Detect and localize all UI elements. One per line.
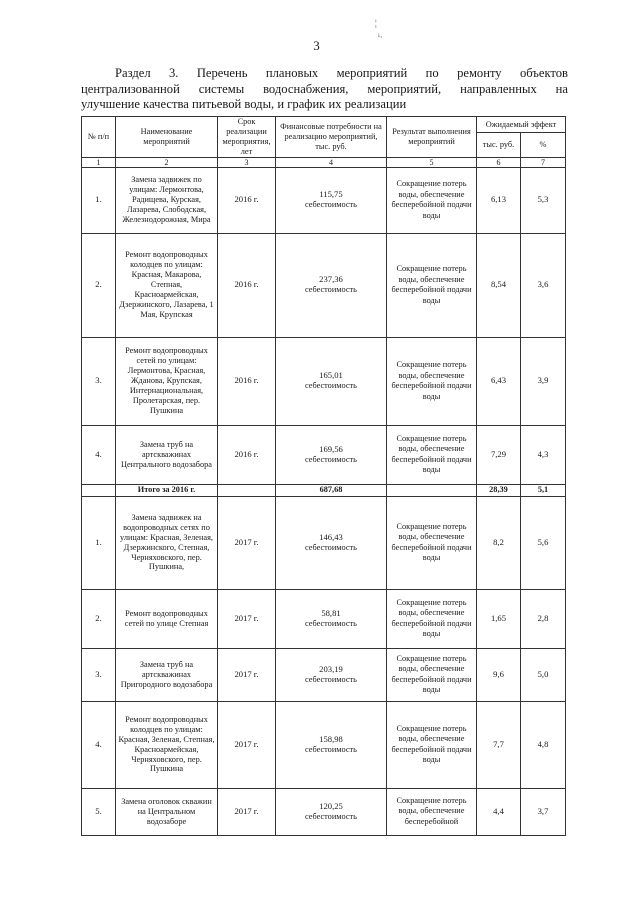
row-effect-rub: 6,43 [477, 337, 521, 425]
header-num: № п/п [82, 117, 116, 158]
row-cost-basis: себестоимость [305, 200, 357, 210]
row-term: 2016 г. [218, 233, 276, 337]
row-effect-pct: 4,3 [521, 425, 566, 484]
row-result: Сокращение потерь воды, обеспечение бесперебойной подачи воды [387, 648, 477, 701]
index-cell: 1 [82, 157, 116, 167]
row-cost-basis: себестоимость [305, 454, 357, 464]
row-effect-rub: 7,29 [477, 425, 521, 484]
row-amount: 120,25 [319, 800, 343, 811]
row-name: Ремонт водопроводных колодцев по улицам: Красная, Зеленая, Степная, Красноармейская, Черняховского, пер. Пушкина [116, 701, 218, 788]
row-finance [276, 425, 387, 484]
row-number: 5. [82, 788, 116, 835]
row-name: Замена задвижек по улицам: Лермонтова, Радищева, Курская, Лазарева, Слободская, Железнодорожная, Мира [116, 167, 218, 233]
row-result: Сокращение потерь воды, обеспечение бесперебойной подачи воды [387, 167, 477, 233]
row-amount: 169,56 [319, 443, 343, 454]
row-name: Замена труб на артскважинах Пригородного водозабора [116, 648, 218, 701]
row-number: 4. [82, 425, 116, 484]
row-name: Замена оголовок скважин на Центральном водозаборе [116, 788, 218, 835]
table-row [82, 496, 566, 589]
row-cost-basis: себестоимость [305, 811, 357, 821]
row-effect-rub: 7,7 [477, 701, 521, 788]
heading-line-2: централизованной системы водоснабжения, мероприятий, направленных на [81, 81, 568, 96]
total-row [82, 484, 566, 496]
row-result: Сокращение потерь воды, обеспечение бесперебойной подачи воды [387, 337, 477, 425]
total-empty [387, 484, 477, 496]
total-empty [218, 484, 276, 496]
row-effect-pct: 3,7 [521, 788, 566, 835]
row-number: 4. [82, 701, 116, 788]
total-label: Итого за 2016 г. [116, 484, 218, 496]
row-term: 2017 г. [218, 589, 276, 648]
table-row [82, 425, 566, 484]
row-effect-rub: 6,13 [477, 167, 521, 233]
index-cell: 2 [116, 157, 218, 167]
row-finance [276, 589, 387, 648]
table-row [82, 788, 566, 835]
header-term: Срок реализации мероприятия, лет [218, 117, 276, 158]
total-effect-rub: 28,39 [477, 484, 521, 496]
row-amount: 146,43 [319, 531, 343, 542]
section-heading [81, 66, 568, 113]
row-name: Замена труб на артскважинах Центрального водозабора [116, 425, 218, 484]
index-cell: 6 [477, 157, 521, 167]
table-row [82, 589, 566, 648]
row-finance [276, 648, 387, 701]
row-effect-pct: 5,0 [521, 648, 566, 701]
row-finance [276, 233, 387, 337]
row-term: 2016 г. [218, 337, 276, 425]
header-name: Наименование мероприятий [116, 117, 218, 158]
table-row [82, 233, 566, 337]
row-effect-pct: 4,8 [521, 701, 566, 788]
row-finance [276, 496, 387, 589]
row-result: Сокращение потерь воды, обеспечение бесперебойной подачи воды [387, 496, 477, 589]
measures-table [81, 116, 566, 836]
row-effect-pct: 3,9 [521, 337, 566, 425]
row-cost-basis: себестоимость [305, 285, 357, 295]
table-row [82, 337, 566, 425]
row-cost-basis: себестоимость [305, 542, 357, 552]
row-amount: 165,01 [319, 370, 343, 381]
scan-mark: ⁱ· [378, 32, 383, 42]
total-empty [82, 484, 116, 496]
row-number: 3. [82, 337, 116, 425]
row-name: Ремонт водопроводных колодцев по улицам: Красная, Макарова, Степная, Красноармейская, Дзержинского, Лазарева, 1 Мая, Крупская [116, 233, 218, 337]
header-result: Результат выполнения мероприятий [387, 117, 477, 158]
row-cost-basis: себестоимость [305, 618, 357, 628]
row-name: Замена задвижек на водопроводных сетях по улицам: Красная, Зеленая, Дзержинского, Степная, Черняховского, пер. Пушкина, [116, 496, 218, 589]
row-effect-pct: 5,3 [521, 167, 566, 233]
row-effect-rub: 9,6 [477, 648, 521, 701]
row-cost-basis: себестоимость [305, 381, 357, 391]
row-amount: 158,98 [319, 733, 343, 744]
table-row [82, 701, 566, 788]
total-amount: 687,68 [276, 484, 387, 496]
header-effect: Ожидаемый эффект [477, 117, 566, 133]
row-result: Сокращение потерь воды, обеспечение бесперебойной [387, 788, 477, 835]
row-number: 2. [82, 233, 116, 337]
row-term: 2017 г. [218, 648, 276, 701]
row-effect-rub: 8,54 [477, 233, 521, 337]
index-cell: 7 [521, 157, 566, 167]
row-cost-basis: себестоимость [305, 744, 357, 754]
scan-mark: ¦ [375, 18, 377, 28]
table-row [82, 167, 566, 233]
row-number: 1. [82, 496, 116, 589]
row-finance [276, 167, 387, 233]
table-row [82, 648, 566, 701]
row-amount: 203,19 [319, 663, 343, 674]
row-amount: 237,36 [319, 274, 343, 285]
row-result: Сокращение потерь воды, обеспечение бесперебойной подачи воды [387, 701, 477, 788]
row-amount: 115,75 [319, 189, 343, 200]
total-effect-pct: 5,1 [521, 484, 566, 496]
row-term: 2017 г. [218, 701, 276, 788]
row-effect-rub: 1,65 [477, 589, 521, 648]
row-name: Ремонт водопроводных сетей по улице Степная [116, 589, 218, 648]
page-number: 3 [313, 38, 320, 53]
row-cost-basis: себестоимость [305, 674, 357, 684]
row-effect-pct: 3,6 [521, 233, 566, 337]
row-effect-rub: 8,2 [477, 496, 521, 589]
row-finance [276, 788, 387, 835]
index-row [82, 157, 566, 167]
row-finance [276, 701, 387, 788]
header-finance: Финансовые потребности на реализацию мероприятий, тыс. руб. [276, 117, 387, 158]
index-cell: 3 [218, 157, 276, 167]
row-term: 2017 г. [218, 496, 276, 589]
row-result: Сокращение потерь воды, обеспечение бесперебойной подачи воды [387, 425, 477, 484]
row-finance [276, 337, 387, 425]
row-number: 2. [82, 589, 116, 648]
row-result: Сокращение потерь воды, обеспечение бесперебойной подачи воды [387, 589, 477, 648]
row-effect-rub: 4,4 [477, 788, 521, 835]
row-number: 1. [82, 167, 116, 233]
row-effect-pct: 2,8 [521, 589, 566, 648]
row-term: 2016 г. [218, 425, 276, 484]
heading-line-1: Раздел 3. Перечень плановых мероприятий по ремонту объектов [115, 66, 568, 80]
row-term: 2016 г. [218, 167, 276, 233]
row-result: Сокращение потерь воды, обеспечение бесперебойной подачи воды [387, 233, 477, 337]
row-effect-pct: 5,6 [521, 496, 566, 589]
heading-line-3: улучшение качества питьевой воды, и график их реализации [81, 97, 407, 111]
row-amount: 58,81 [321, 607, 341, 618]
row-term: 2017 г. [218, 788, 276, 835]
row-name: Ремонт водопроводных сетей по улицам: Лермонтова, Красная, Жданова, Крупская, Интернациональная, Пролетарская, пер. Пушкина [116, 337, 218, 425]
index-cell: 4 [276, 157, 387, 167]
header-effect-rub: тыс. руб. [477, 133, 521, 158]
row-number: 3. [82, 648, 116, 701]
header-effect-pct: % [521, 133, 566, 158]
index-cell: 5 [387, 157, 477, 167]
